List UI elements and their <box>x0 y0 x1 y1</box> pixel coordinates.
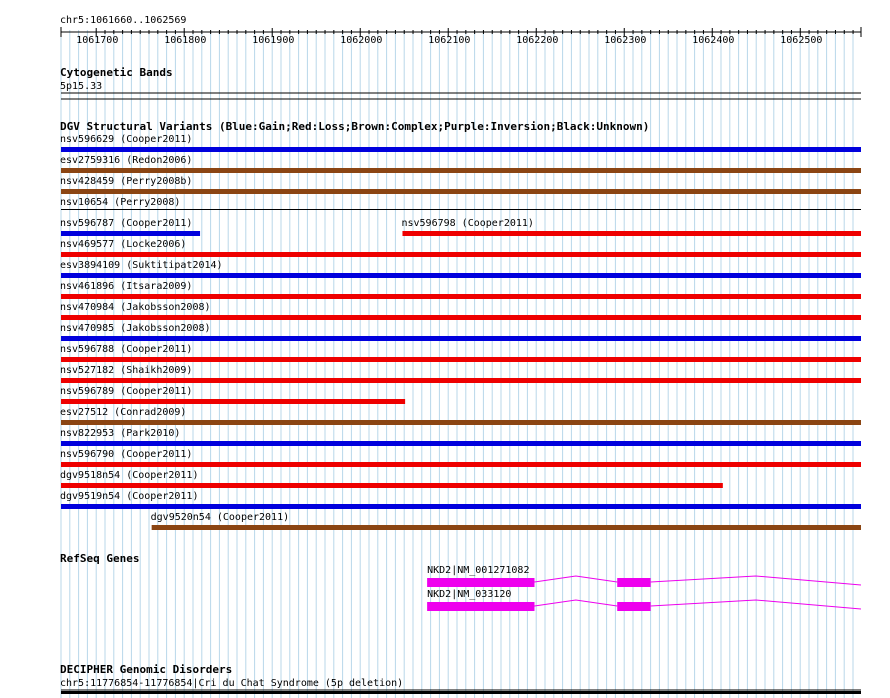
dgv-feature-label[interactable]: nsv596629 (Cooper2011) <box>60 134 193 145</box>
dgv-feature-label[interactable]: nsv596789 (Cooper2011) <box>60 386 193 397</box>
dgv-feature-bar-loss[interactable] <box>61 378 861 383</box>
dgv-feature-label[interactable]: nsv10654 (Perry2008) <box>60 197 181 208</box>
dgv-feature-bar-complex[interactable] <box>61 189 861 194</box>
ruler-tick-label: 1062300 <box>604 35 647 46</box>
dgv-feature-bar-unknown[interactable] <box>61 209 861 210</box>
cytoband-label[interactable]: 5p15.33 <box>60 81 103 92</box>
dgv-feature-label[interactable]: esv2759316 (Redon2006) <box>60 155 193 166</box>
dgv-feature-bar-loss[interactable] <box>61 399 405 404</box>
ruler-tick-label: 1062000 <box>340 35 383 46</box>
dgv-feature-bar-loss[interactable] <box>61 294 861 299</box>
dgv-feature-bar-gain[interactable] <box>61 336 861 341</box>
decipher-feature-bar[interactable] <box>61 691 861 694</box>
dgv-feature-label[interactable]: nsv596787 (Cooper2011) <box>60 218 193 229</box>
ruler-tick-label: 1061800 <box>164 35 207 46</box>
dgv-feature-bar-gain[interactable] <box>61 273 861 278</box>
refseq-exon[interactable] <box>617 578 650 587</box>
dgv-feature-label[interactable]: nsv527182 (Shaikh2009) <box>60 365 193 376</box>
dgv-track-title: DGV Structural Variants (Blue:Gain;Red:Loss;Brown:Complex;Purple:Inversion;Black:Unknown) <box>60 120 650 133</box>
ruler-tick-label: 1062400 <box>692 35 735 46</box>
dgv-feature-label[interactable]: esv3894109 (Suktitipat2014) <box>60 260 223 271</box>
ruler-tick-label: 1062100 <box>428 35 471 46</box>
refseq-exon[interactable] <box>427 602 534 611</box>
ruler-tick-label: 1062500 <box>780 35 823 46</box>
dgv-feature-bar-complex[interactable] <box>61 168 861 173</box>
dgv-feature-label[interactable]: esv27512 (Conrad2009) <box>60 407 187 418</box>
refseq-exon[interactable] <box>427 578 534 587</box>
dgv-feature-label[interactable]: dgv9519n54 (Cooper2011) <box>60 491 199 502</box>
refseq-intron-connector <box>534 600 617 606</box>
dgv-feature-bar-gain[interactable] <box>61 147 861 152</box>
refseq-transcript-label[interactable]: NKD2|NM_033120 <box>427 589 512 600</box>
dgv-feature-label[interactable]: nsv469577 (Locke2006) <box>60 239 187 250</box>
dgv-feature-bar-gain[interactable] <box>61 231 200 236</box>
decipher-track-title: DECIPHER Genomic Disorders <box>60 663 233 676</box>
dgv-feature-bar-loss[interactable] <box>402 231 861 236</box>
dgv-feature-label[interactable]: dgv9518n54 (Cooper2011) <box>60 470 199 481</box>
refseq-transcript-label[interactable]: NKD2|NM_001271082 <box>427 565 530 576</box>
refseq-exon[interactable] <box>617 602 650 611</box>
dgv-feature-bar-gain[interactable] <box>61 441 861 446</box>
cytoband-track-title: Cytogenetic Bands <box>60 66 173 79</box>
dgv-feature-bar-loss[interactable] <box>61 357 861 362</box>
dgv-feature-bar-loss[interactable] <box>61 252 861 257</box>
dgv-feature-bar-loss[interactable] <box>61 462 861 467</box>
ruler-tick-label: 1061900 <box>252 35 295 46</box>
dgv-feature-bar-gain[interactable] <box>61 504 861 509</box>
refseq-intron-connector <box>534 576 617 582</box>
dgv-feature-bar-loss[interactable] <box>61 315 861 320</box>
dgv-feature-bar-loss[interactable] <box>61 483 723 488</box>
dgv-feature-label[interactable]: nsv596788 (Cooper2011) <box>60 344 193 355</box>
dgv-feature-label[interactable]: nsv470984 (Jakobsson2008) <box>60 302 211 313</box>
dgv-feature-label[interactable]: nsv822953 (Park2010) <box>60 428 181 439</box>
dgv-feature-label[interactable]: nsv470985 (Jakobsson2008) <box>60 323 211 334</box>
ruler-location: chr5:1061660..1062569 <box>60 15 187 26</box>
ruler-tick-label: 1061700 <box>76 35 119 46</box>
dgv-feature-bar-complex[interactable] <box>61 420 861 425</box>
dgv-feature-bar-complex[interactable] <box>152 525 861 530</box>
decipher-feature-label[interactable]: chr5:11776854-11776854|Cri du Chat Syndrome (5p deletion) <box>60 678 404 689</box>
dgv-feature-label[interactable]: nsv596790 (Cooper2011) <box>60 449 193 460</box>
dgv-feature-label[interactable]: nsv428459 (Perry2008b) <box>60 176 193 187</box>
ruler-tick-label: 1062200 <box>516 35 559 46</box>
dgv-feature-label[interactable]: dgv9520n54 (Cooper2011) <box>150 512 290 523</box>
dgv-feature-label[interactable]: nsv596798 (Cooper2011) <box>401 218 534 229</box>
refseq-track-title: RefSeq Genes <box>60 552 140 565</box>
dgv-feature-label[interactable]: nsv461896 (Itsara2009) <box>60 281 193 292</box>
